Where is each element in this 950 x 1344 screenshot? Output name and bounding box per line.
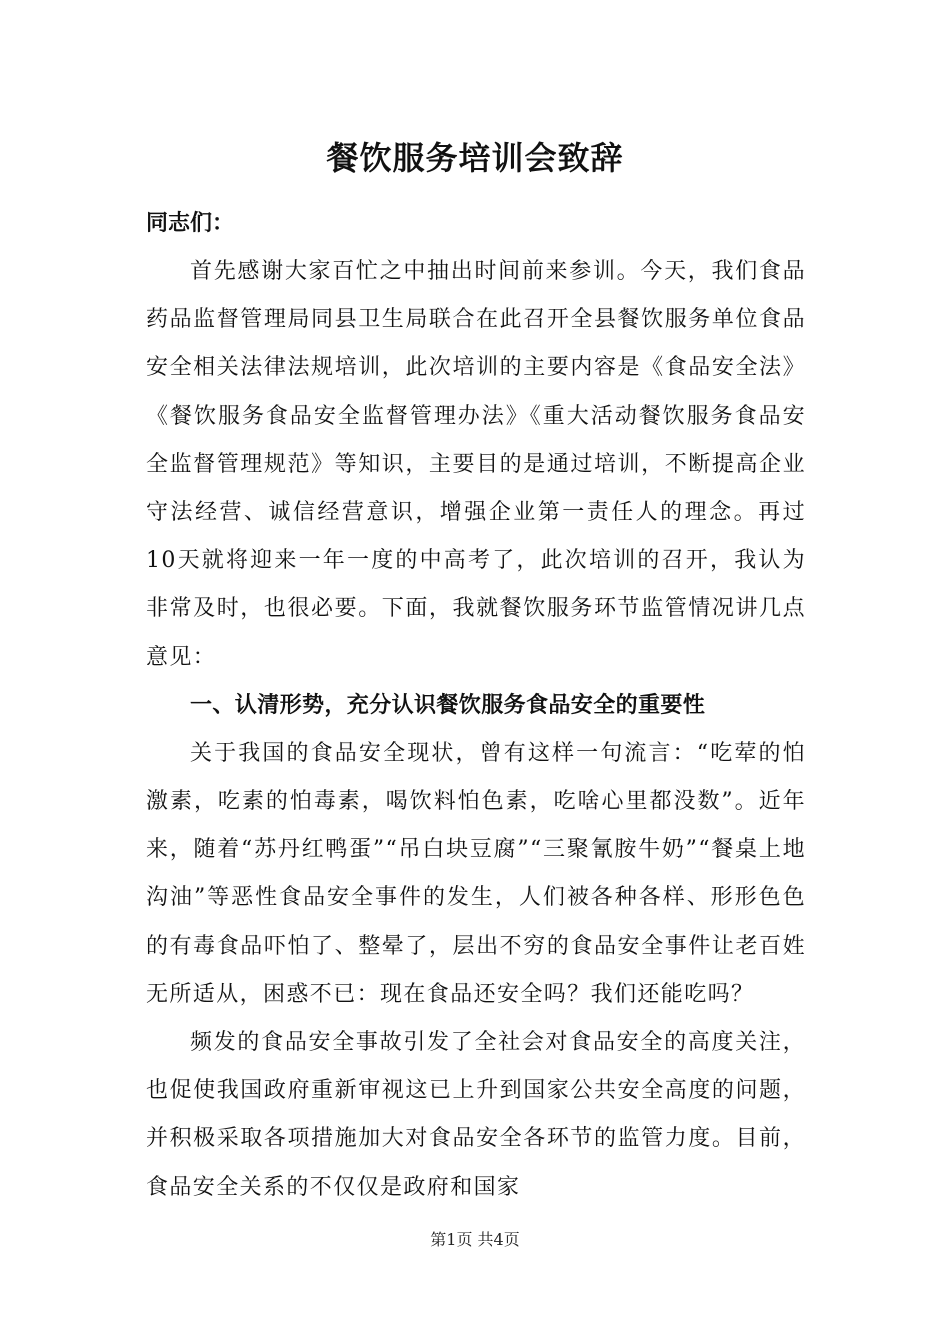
paragraph-food-safety-status: 关于我国的食品安全现状，曾有这样一句流言：“吃荤的怕激素，吃素的怕毒素，喝饮料怕色素，吃啥心里都没数”。近年来，随着“苏丹红鸭蛋”“吊白块豆腐”“三聚氰胺牛奶”“餐桌上地沟油”等恶性食品安全事件的发生，人们被各种各样、形形色色的有毒食品吓怕了、整晕了，层出不穷的食品安全事件让老百姓无所适从，困惑不已：现在食品还安全吗？我们还能吃吗？ bbox=[146, 740, 806, 1007]
salutation: 同志们： bbox=[146, 211, 235, 236]
paragraph-government-response: 频发的食品安全事故引发了全社会对食品安全的高度关注，也促使我国政府重新审视这已上升到国家公共安全高度的问题，并积极采取各项措施加大对食品安全各环节的监管力度。目前，食品安全关系的不仅仅是政府和国家 bbox=[146, 1030, 806, 1200]
section-heading: 一、认清形势，充分认识餐饮服务食品安全的重要性 bbox=[190, 692, 706, 718]
page-footer: 第1页 共4页 bbox=[430, 1230, 520, 1249]
paragraph-intro: 首先感谢大家百忙之中抽出时间前来参训。今天，我们食品药品监督管理局同县卫生局联合在此召开全县餐饮服务单位食品安全相关法律法规培训，此次培训的主要内容是《食品安全法》《餐饮服务食品安全监督管理办法》《重大活动餐饮服务食品安全监督管理规范》等知识，主要目的是通过培训，不断提高企业守法经营、诚信经营意识，增强企业第一责任人的理念。再过10天就将迎来一年一度的中高考了，此次培训的召开，我认为非常及时，也很必要。下面，我就餐饮服务环节监管情况讲几点意见： bbox=[146, 259, 806, 670]
document-body bbox=[146, 200, 806, 1212]
document-title: 餐饮服务培训会致辞 bbox=[326, 139, 624, 177]
